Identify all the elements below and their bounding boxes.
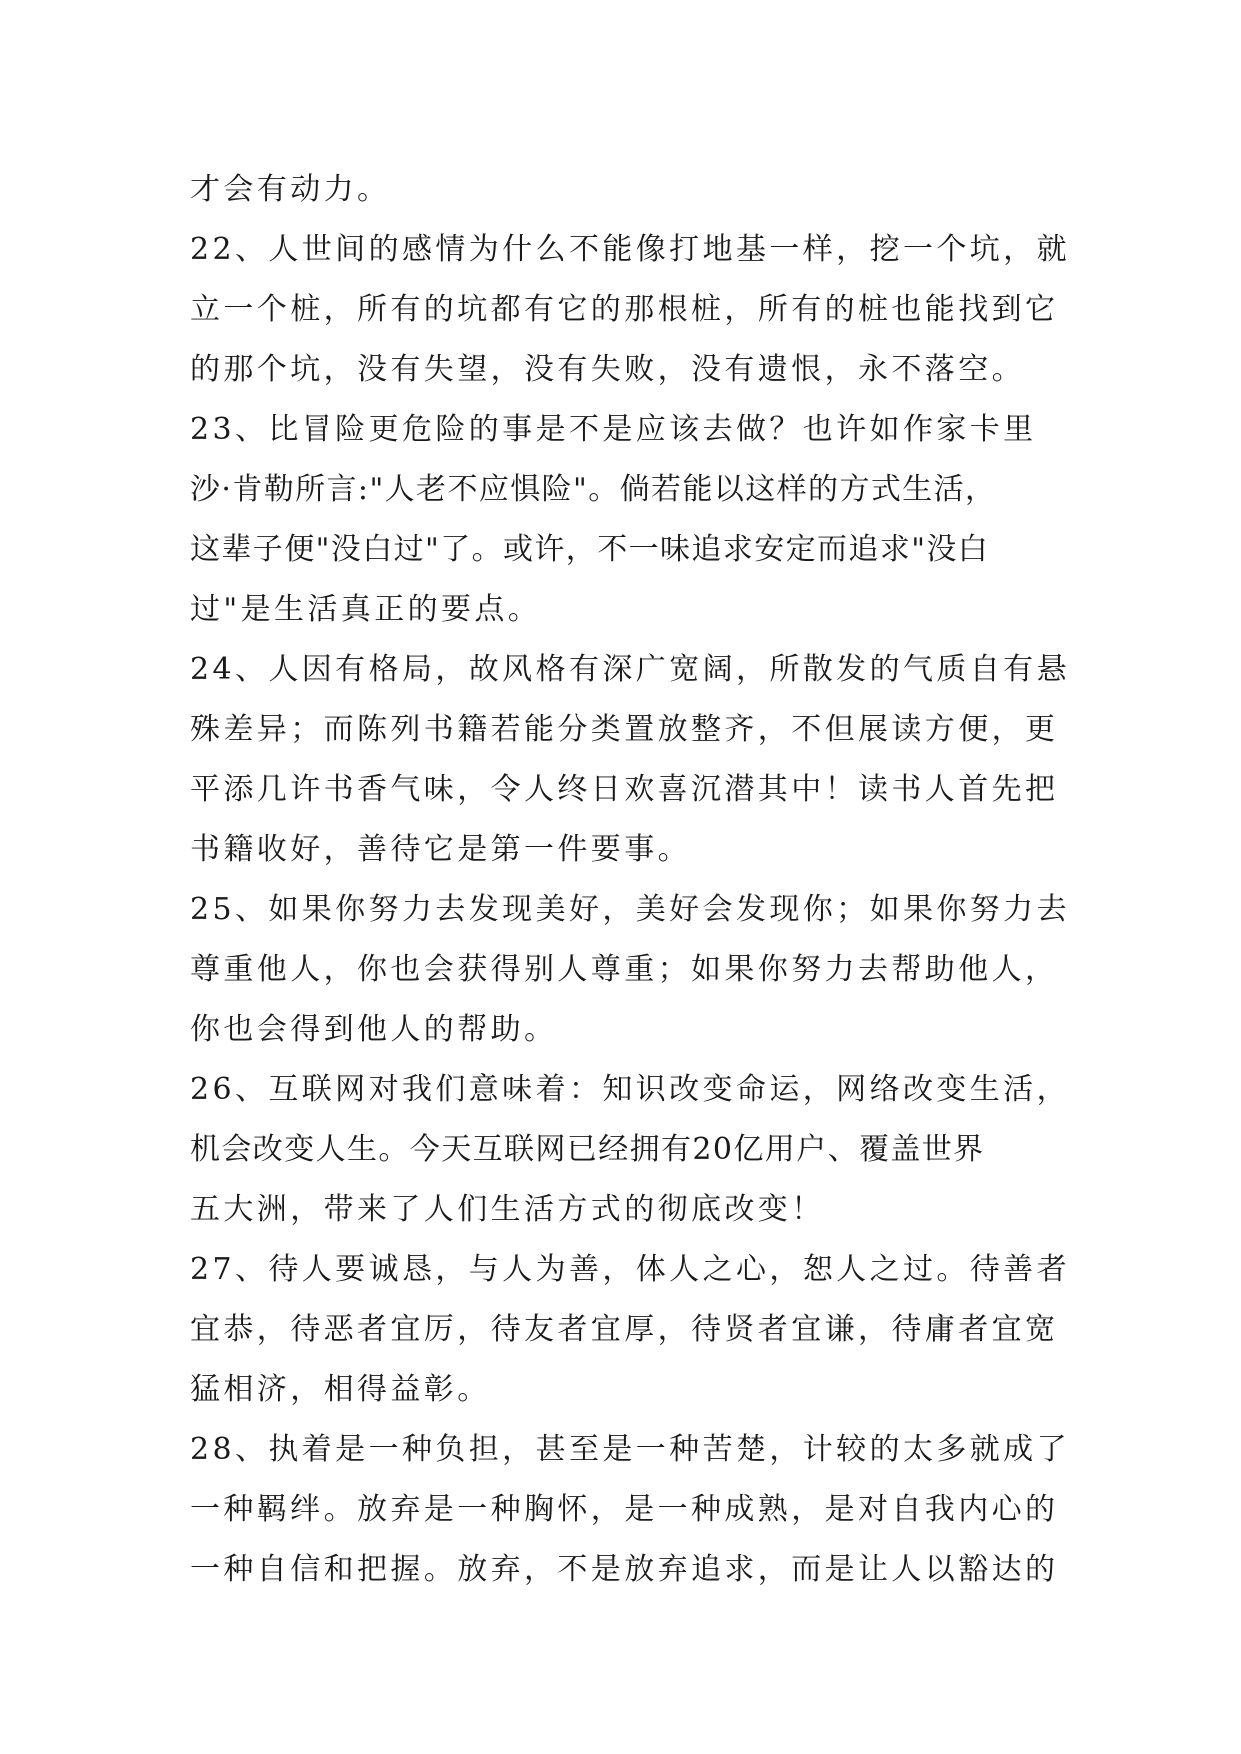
text-line: 25、如果你努力去发现美好，美好会发现你；如果你努力去 <box>190 892 1070 927</box>
text-line: 过"是生活真正的要点。 <box>190 592 542 627</box>
text-line: 24、人因有格局，故风格有深广宽阔，所散发的气质自有悬 <box>190 652 1070 687</box>
text-line: 殊差异；而陈列书籍若能分类置放整齐，不但展读方便，更 <box>190 712 1059 747</box>
text-line: 猛相济，相得益彰。 <box>190 1372 491 1407</box>
text-line: 这辈子便"没白过"了。或许，不一味追求安定而追求"没白 <box>190 532 990 567</box>
text-line: 26、互联网对我们意味着：知识改变命运，网络改变生活， <box>190 1072 1070 1107</box>
text-line: 27、待人要诚恳，与人为善，体人之心，恕人之过。待善者 <box>190 1252 1070 1287</box>
text-line: 的那个坑，没有失望，没有失败，没有遗恨，永不落空。 <box>190 352 1025 387</box>
text-line: 28、执着是一种负担，甚至是一种苦楚，计较的太多就成了 <box>190 1432 1070 1467</box>
text-line: 宜恭，待恶者宜厉，待友者宜厚，待贤者宜谦，待庸者宜宽 <box>190 1312 1059 1347</box>
text-line: 22、人世间的感情为什么不能像打地基一样，挖一个坑，就 <box>190 232 1070 267</box>
text-line: 机会改变人生。今天互联网已经拥有20亿用户、覆盖世界 <box>190 1132 985 1167</box>
text-line: 23、比冒险更危险的事是不是应该去做？也许如作家卡里 <box>190 412 1037 447</box>
text-line: 沙·肯勒所言:"人老不应惧险"。倘若能以这样的方式生活， <box>190 472 997 507</box>
text-line: 你也会得到他人的帮助。 <box>190 1012 558 1047</box>
text-line: 五大洲，带来了人们生活方式的彻底改变！ <box>190 1192 825 1227</box>
text-line: 平添几许书香气味，令人终日欢喜沉潜其中！读书人首先把 <box>190 772 1059 807</box>
text-line: 一种自信和把握。放弃，不是放弃追求，而是让人以豁达的 <box>190 1552 1059 1587</box>
text-line: 才会有动力。 <box>190 172 391 207</box>
body-text <box>190 160 1070 1600</box>
text-line: 尊重他人，你也会获得别人尊重；如果你努力去帮助他人， <box>190 952 1059 987</box>
text-line: 一种羁绊。放弃是一种胸怀，是一种成熟，是对自我内心的 <box>190 1492 1059 1527</box>
text-line: 立一个桩，所有的坑都有它的那根桩，所有的桩也能找到它 <box>190 292 1059 327</box>
text-line: 书籍收好，善待它是第一件要事。 <box>190 832 691 867</box>
